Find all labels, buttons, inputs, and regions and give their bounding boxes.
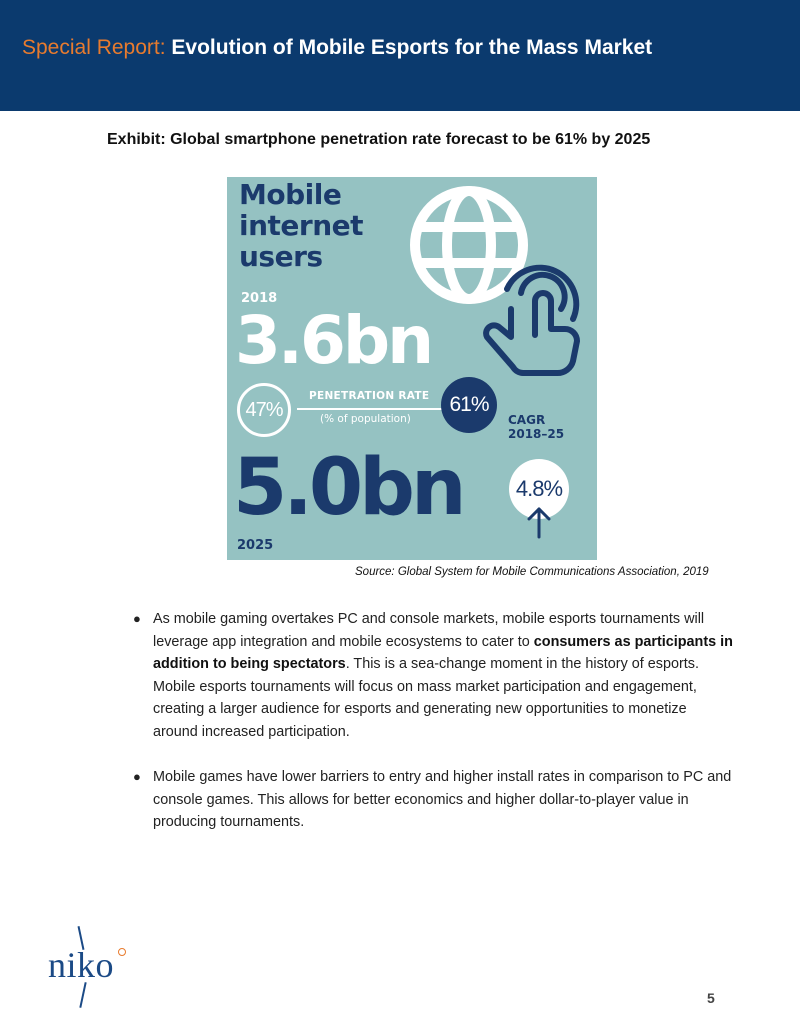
- logo-text: niko: [48, 945, 115, 985]
- infographic-heading-line2: internet: [239, 209, 364, 242]
- cagr-label-line1: CAGR: [508, 413, 546, 427]
- bullet-text-bold: consumers as participants in addition to being spectators: [153, 633, 733, 672]
- cagr-value-badge: 4.8%: [509, 459, 569, 519]
- report-title: [22, 34, 652, 62]
- bullet-text: [153, 766, 733, 834]
- list-item: [133, 608, 733, 743]
- year-2018-label: 2018: [241, 291, 278, 306]
- bullet-text: [153, 608, 733, 743]
- touch-hand-icon: [477, 249, 593, 377]
- report-title-main: Evolution of Mobile Esports for the Mass Market: [171, 36, 653, 59]
- bullet-list: [133, 608, 733, 857]
- up-arrow-icon: [521, 499, 557, 539]
- penetration-rate-label: PENETRATION RATE: [309, 390, 430, 402]
- penetration-2025-badge: 61%: [441, 377, 497, 433]
- list-item: [133, 766, 733, 834]
- penetration-2018-badge: 47%: [237, 383, 291, 437]
- exhibit-source: Source: Global System for Mobile Communications Association, 2019: [355, 566, 709, 578]
- cagr-label: [508, 413, 564, 441]
- cagr-label-line2: 2018–25: [508, 427, 565, 441]
- bullet-symbol: ●: [133, 769, 141, 784]
- report-title-prefix: Special Report:: [22, 36, 166, 59]
- penetration-connector-line: [297, 408, 447, 410]
- mobile-internet-users-infographic: [227, 177, 597, 560]
- logo-ring-mark: [118, 948, 126, 956]
- page-number: 5: [707, 990, 715, 1006]
- penetration-rate-sublabel: (% of population): [320, 413, 411, 425]
- users-2018-value: 3.6bn: [235, 302, 432, 379]
- infographic-heading-line3: users: [239, 240, 323, 273]
- bullet-text-before: Mobile games have lower barriers to entry and higher install rates in comparison to PC and console games. This allows for better economics and higher dollar-to-player value in producing tournaments.: [153, 769, 732, 830]
- year-2025-label: 2025: [237, 538, 274, 553]
- bullet-symbol: ●: [133, 611, 141, 626]
- infographic-heading-line1: Mobile: [239, 178, 342, 211]
- bullet-text-after: . This is a sea-change moment in the history of esports. Mobile esports tournaments will focus on mass market participation and engagement, creating a larger audience for esports and generating new opportunities to monetize around increased participation.: [153, 656, 699, 740]
- exhibit-title: Exhibit: Global smartphone penetration rate forecast to be 61% by 2025: [107, 131, 651, 148]
- niko-logo: [44, 924, 134, 1012]
- report-header: [0, 0, 800, 111]
- users-2025-value: 5.0bn: [233, 443, 463, 533]
- bullet-text-before: As mobile gaming overtakes PC and console markets, mobile esports tournaments will leverage app integration and mobile ecosystems to cater to: [153, 611, 705, 650]
